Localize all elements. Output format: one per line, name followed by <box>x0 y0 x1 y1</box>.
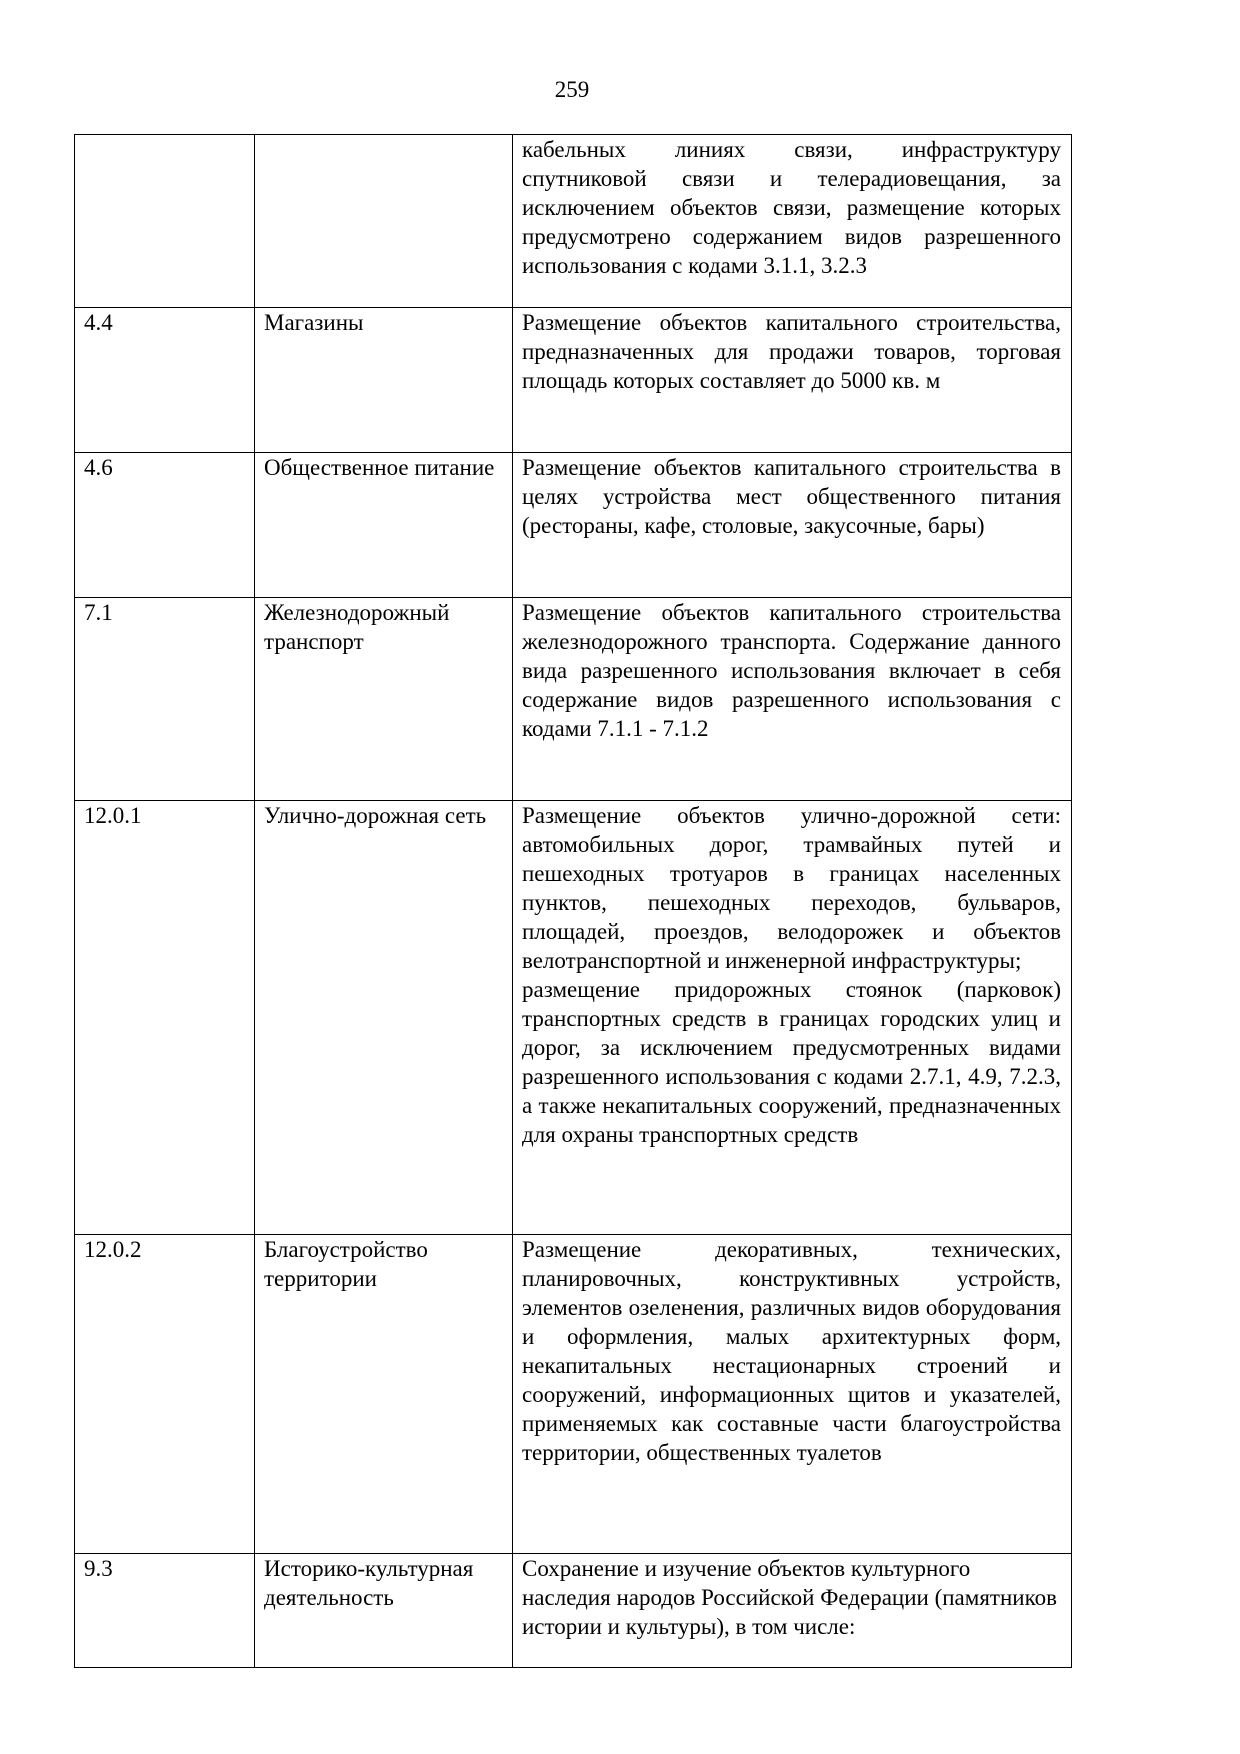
use-description-text: Размещение объектов капитального строительства железнодорожного транспорта. Содержание данного вида разрешенного использования включает в себя содержание видов разрешенного использования с кодами 7.1.1 - 7.1.2 <box>522 600 1061 741</box>
use-description-cell <box>513 453 1072 598</box>
use-name-cell: Общественное питание <box>255 453 513 598</box>
use-description-text: Размещение декоративных, технических, планировочных, конструктивных устройств, элементов озеленения, различных видов оборудования и оформления, малых архитектурных форм, некапитальных нестационарных строений и сооружений, информационных щитов и указателей, применяемых как составные части благоустройства территории, общественных туалетов <box>522 1237 1061 1465</box>
use-code-cell: 12.0.1 <box>75 801 255 1235</box>
use-name-cell: Магазины <box>255 308 513 453</box>
use-description-text: размещение придорожных стоянок (парковок) транспортных средств в границах городских улиц и дорог, за исключением предусмотренных видами разрешенного использования с кодами 2.7.1, 4.9, 7.2.3, а также некапитальных сооружений, предназначенных для охраны транспортных средств <box>522 977 1061 1147</box>
page-number: 259 <box>554 77 590 102</box>
use-code-cell <box>75 135 255 308</box>
table-row <box>75 1554 1072 1668</box>
use-name-cell: Улично-дорожная сеть <box>255 801 513 1235</box>
table-row <box>75 1235 1072 1554</box>
table-row <box>75 135 1072 308</box>
table-row <box>75 801 1072 1235</box>
use-name-cell: Железнодорожный транспорт <box>255 598 513 801</box>
use-code-cell: 9.3 <box>75 1554 255 1668</box>
use-description-cell <box>513 135 1072 308</box>
use-description-cell <box>513 598 1072 801</box>
use-description-text: Размещение объектов капитального строительства, предназначенных для продажи товаров, торговая площадь которых составляет до 5000 кв. м <box>522 310 1061 393</box>
use-name-cell <box>255 135 513 308</box>
table-row <box>75 598 1072 801</box>
use-description-text: Сохранение и изучение объектов культурного наследия народов Российской Федерации (памятников истории и культуры), в том числе: <box>522 1556 1057 1639</box>
table-row <box>75 308 1072 453</box>
use-description-cell <box>513 801 1072 1235</box>
permitted-use-table <box>74 134 1072 1668</box>
use-description-cell <box>513 1554 1072 1668</box>
use-description-cell <box>513 308 1072 453</box>
use-code-cell: 4.4 <box>75 308 255 453</box>
use-code-cell: 12.0.2 <box>75 1235 255 1554</box>
use-name-cell: Благоустройство территории <box>255 1235 513 1554</box>
use-description-text: Размещение объектов улично-дорожной сети: автомобильных дорог, трамвайных путей и пешеходных тротуаров в границах населенных пунктов, пешеходных переходов, бульваров, площадей, проездов, велодорожек и объектов велотранспортной и инженерной инфраструктуры; <box>522 803 1061 973</box>
use-description-text: Размещение объектов капитального строительства в целях устройства мест общественного питания (рестораны, кафе, столовые, закусочные, бары) <box>522 455 1061 538</box>
use-name-cell: Историко-культурная деятельность <box>255 1554 513 1668</box>
table-row <box>75 453 1072 598</box>
use-code-cell: 7.1 <box>75 598 255 801</box>
use-code-cell: 4.6 <box>75 453 255 598</box>
use-description-text: кабельных линиях связи, инфраструктуру спутниковой связи и телерадиовещания, за исключением объектов связи, размещение которых предусмотрено содержанием видов разрешенного использования с кодами 3.1.1, 3.2.3 <box>522 137 1061 278</box>
use-description-cell <box>513 1235 1072 1554</box>
